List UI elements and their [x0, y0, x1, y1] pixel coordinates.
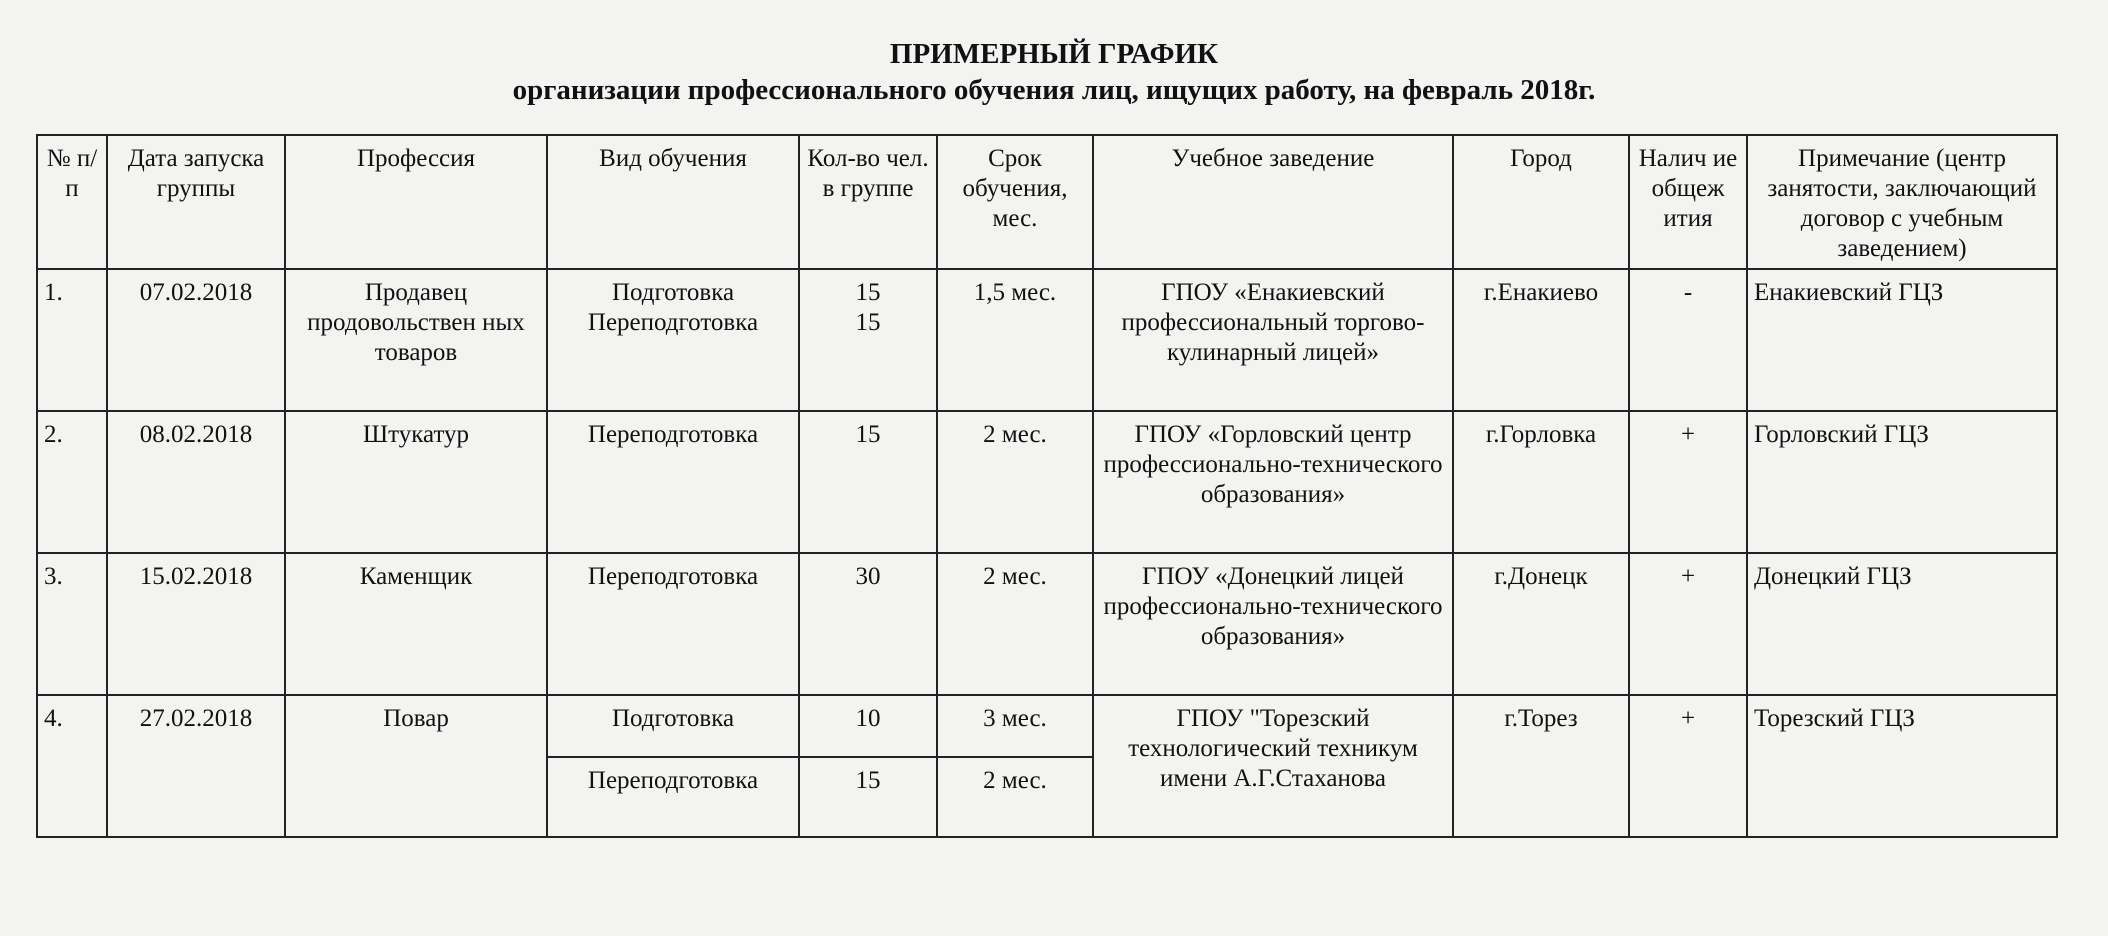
cell-note: Горловский ГЦЗ	[1747, 411, 2057, 553]
cell-dorm: +	[1629, 553, 1747, 695]
cell-city: г.Донецк	[1453, 553, 1629, 695]
cell-training	[547, 269, 799, 411]
cell-training: Переподготовка	[547, 757, 799, 837]
cell-note: Енакиевский ГЦЗ	[1747, 269, 2057, 411]
cell-num: 3.	[37, 553, 107, 695]
cell-training: Переподготовка	[547, 411, 799, 553]
header-num: № п/п	[37, 135, 107, 269]
cell-date: 27.02.2018	[107, 695, 285, 837]
table-row	[37, 553, 2057, 695]
cell-dorm: -	[1629, 269, 1747, 411]
cell-institution: ГПОУ «Донецкий лицей профессионально-технического образования»	[1093, 553, 1453, 695]
cell-count: 15	[799, 757, 937, 837]
cell-training: Подготовка	[547, 695, 799, 757]
cell-duration: 2 мес.	[937, 757, 1093, 837]
cell-training: Переподготовка	[547, 553, 799, 695]
cell-count	[799, 269, 937, 411]
cell-institution: ГПОУ "Торезский технологический техникум имени А.Г.Стаханова	[1093, 695, 1453, 837]
cell-date: 08.02.2018	[107, 411, 285, 553]
cell-count: 10	[799, 695, 937, 757]
header-duration: Срок обучения, мес.	[937, 135, 1093, 269]
cell-profession: Штукатур	[285, 411, 547, 553]
cell-num: 4.	[37, 695, 107, 837]
cell-profession: Повар	[285, 695, 547, 837]
cell-num: 2.	[37, 411, 107, 553]
header-profession: Профессия	[285, 135, 547, 269]
header-date: Дата запуска группы	[107, 135, 285, 269]
header-note: Примечание (центр занятости, заключающий договор с учебным заведением)	[1747, 135, 2057, 269]
document-subtitle: организации профессионального обучения лиц, ищущих работу, на февраль 2018г.	[512, 74, 1596, 106]
header-training: Вид обучения	[547, 135, 799, 269]
header-count: Кол-во чел. в группе	[799, 135, 937, 269]
cell-num: 1.	[37, 269, 107, 411]
cell-duration: 1,5 мес.	[937, 269, 1093, 411]
cell-dorm: +	[1629, 411, 1747, 553]
cell-date: 07.02.2018	[107, 269, 285, 411]
cell-city: г.Енакиево	[1453, 269, 1629, 411]
training-line: Подготовка	[611, 279, 735, 306]
cell-duration: 3 мес.	[937, 695, 1093, 757]
header-city: Город	[1453, 135, 1629, 269]
count-line: 15	[855, 309, 881, 336]
cell-profession: Каменщик	[285, 553, 547, 695]
cell-count: 30	[799, 553, 937, 695]
cell-count: 15	[799, 411, 937, 553]
table-row	[37, 695, 2057, 757]
cell-institution: ГПОУ «Енакиевский профессиональный торгово-кулинарный лицей»	[1093, 269, 1453, 411]
header-dorm: Налич ие общеж ития	[1629, 135, 1747, 269]
cell-date: 15.02.2018	[107, 553, 285, 695]
cell-duration: 2 мес.	[937, 553, 1093, 695]
cell-note: Донецкий ГЦЗ	[1747, 553, 2057, 695]
count-line: 15	[855, 279, 881, 306]
training-line: Переподготовка	[587, 309, 759, 336]
cell-city: г.Горловка	[1453, 411, 1629, 553]
cell-dorm: +	[1629, 695, 1747, 837]
table-row	[37, 269, 2057, 411]
cell-institution: ГПОУ «Горловский центр профессионально-технического образования»	[1093, 411, 1453, 553]
schedule-table	[36, 134, 2058, 838]
cell-city: г.Торез	[1453, 695, 1629, 837]
cell-profession: Продавец продовольствен ных товаров	[285, 269, 547, 411]
header-institution: Учебное заведение	[1093, 135, 1453, 269]
table-row	[37, 411, 2057, 553]
cell-note: Торезский ГЦЗ	[1747, 695, 2057, 837]
document-title: ПРИМЕРНЫЙ ГРАФИК	[889, 38, 1219, 70]
table-header-row	[37, 135, 2057, 269]
cell-duration: 2 мес.	[937, 411, 1093, 553]
